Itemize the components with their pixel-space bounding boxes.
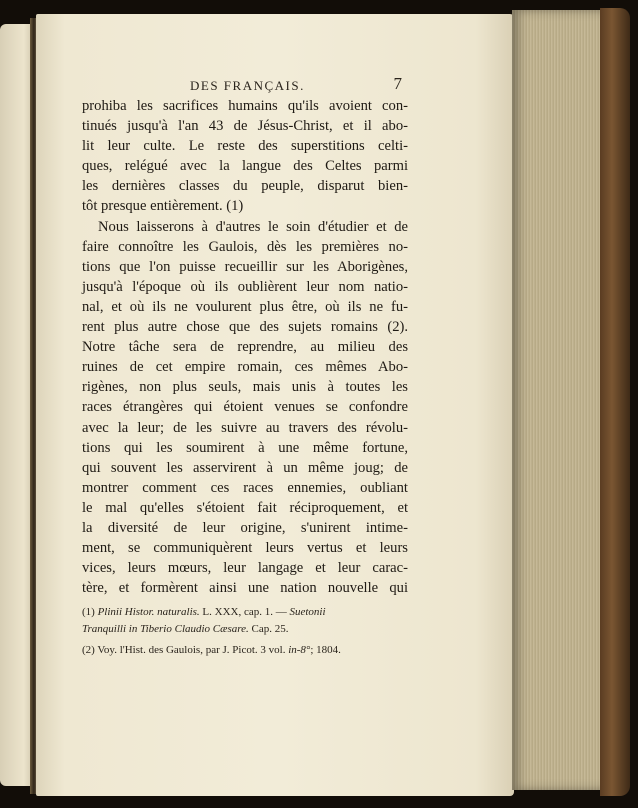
text-line: montrer comment ces races ennemies, oubliant bbox=[82, 479, 408, 496]
page-header bbox=[78, 76, 408, 98]
footnote-2-format: in-8° bbox=[288, 644, 311, 656]
footnotes bbox=[82, 604, 412, 659]
text-line: nal, et où ils ne voulurent plus être, où ils ne fu- bbox=[82, 298, 408, 315]
text-line: ment, se communiquèrent leurs vertus et leurs bbox=[82, 540, 408, 557]
text-line: rigènes, non plus seuls, mais unis à toutes les bbox=[82, 379, 408, 396]
footnote-1-ref-a: L. XXX, cap. 1. — bbox=[199, 606, 290, 618]
body-text bbox=[82, 96, 408, 598]
footnote-2-ref-b: ; 1804. bbox=[310, 644, 341, 656]
text-line: prohiba les sacrifices humains qu'ils avoient con- bbox=[82, 98, 408, 114]
footnote-1-marker: (1) bbox=[82, 606, 95, 618]
page-block-edges bbox=[512, 10, 608, 790]
text-line: tions qui les soumirent à une même fortune, bbox=[82, 439, 408, 456]
text-line: la diversité de leur origine, s'unirent intime- bbox=[82, 519, 408, 536]
text-line: tôt presque entièrement. (1) bbox=[82, 198, 244, 215]
text-line: ques, relégué avec la langue des Celtes parmi bbox=[82, 158, 408, 175]
footnote-1-source-c: Tranquilli in Tiberio Claudio Cæsare. bbox=[82, 623, 249, 635]
text-line: ruines de cet empire romain, ces mêmes Abo- bbox=[82, 359, 408, 376]
page-number: 7 bbox=[393, 74, 402, 93]
text-line: Notre tâche sera de reprendre, au milieu des bbox=[82, 339, 408, 356]
footnote-1-continuation bbox=[82, 621, 412, 638]
text-line: tinués jusqu'à l'an 43 de Jésus-Christ, et il abo- bbox=[82, 118, 408, 135]
text-line: les dernières classes du peuple, disparut bien- bbox=[82, 178, 408, 195]
text-line: rent plus autre chose que des sujets romains (2). bbox=[82, 319, 408, 336]
footnote-2-marker: (2) bbox=[82, 644, 95, 656]
text-line: jusqu'à l'époque où ils oublièrent leur nom natio- bbox=[82, 278, 408, 295]
text-line: races étrangères qui étoient venues se confondre bbox=[82, 399, 408, 416]
book-cover-edge bbox=[600, 8, 630, 796]
text-line: faire connoître les Gaulois, dès les premières no- bbox=[82, 238, 408, 255]
text-line: Nous laisserons à d'autres le soin d'étudier et de bbox=[98, 218, 408, 235]
text-line: qui souvent les asservirent à un même joug; de bbox=[82, 459, 408, 476]
text-line: vices, leurs mœurs, leur langage et leur carac- bbox=[82, 560, 408, 577]
footnote-1-source-a: Plinii Histor. naturalis. bbox=[97, 606, 200, 618]
text-line: tère, et formèrent ainsi une nation nouvelle qui bbox=[82, 580, 408, 597]
footnote-1 bbox=[82, 604, 412, 621]
facing-page-edge bbox=[0, 24, 34, 786]
text-line: avec la leur; de les suivre au travers des révolu- bbox=[82, 419, 408, 436]
text-line: lit leur culte. Le reste des superstitions celti- bbox=[82, 138, 408, 155]
footnote-2-ref-a: Voy. l'Hist. des Gaulois, par J. Picot. 3 vol. bbox=[94, 644, 289, 656]
footnote-1-ref-b: Cap. 25. bbox=[248, 623, 289, 635]
text-line: le mal qu'elles s'étoient fait réciproquement, et bbox=[82, 499, 408, 516]
footnote-2 bbox=[82, 642, 412, 659]
text-line: tions que l'on puisse recueillir sur les Aborigènes, bbox=[82, 258, 408, 275]
footnote-1-source-b: Suetonii bbox=[289, 606, 326, 618]
running-title: DES FRANÇAIS. bbox=[190, 78, 305, 93]
